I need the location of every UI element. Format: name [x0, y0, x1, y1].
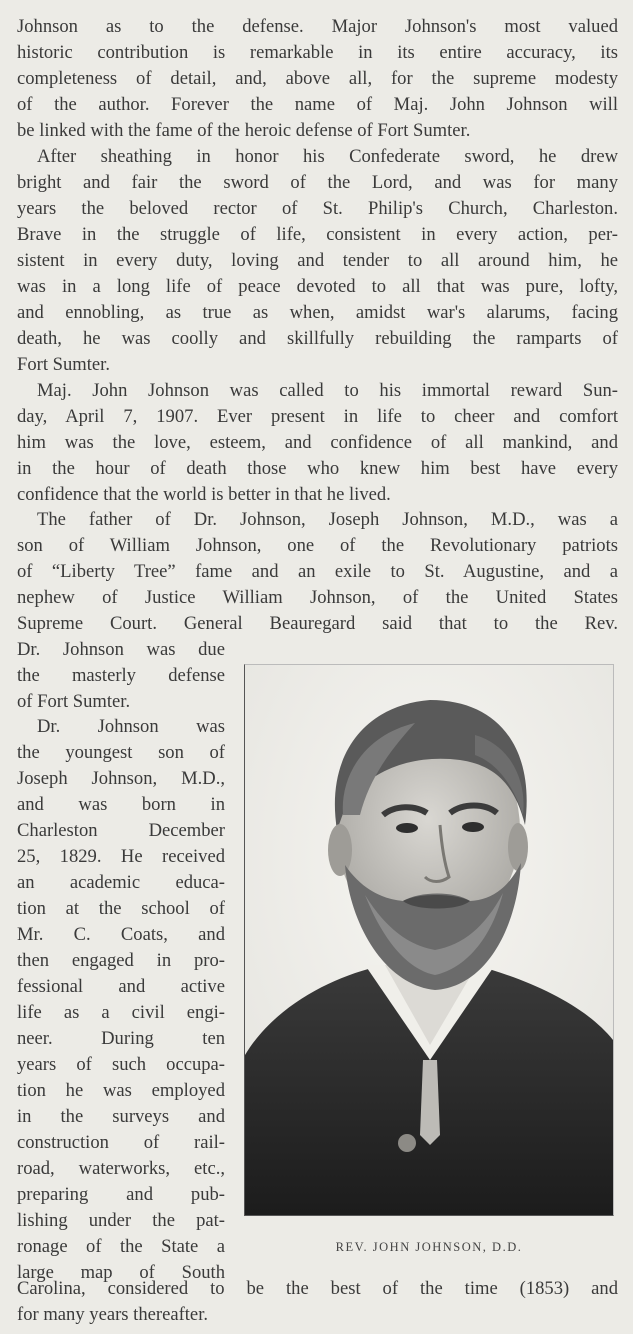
- text-line: nephew of Justice William Johnson, of the United States: [17, 587, 618, 608]
- text-line: large map of South: [17, 1262, 225, 1283]
- text-line: bright and fair the sword of the Lord, and was for many: [17, 172, 618, 193]
- text-line: life as a civil engi-: [17, 1002, 225, 1023]
- text-line: 25, 1829. He received: [17, 846, 225, 867]
- portrait-photo: [244, 664, 614, 1216]
- text-line: day, April 7, 1907. Ever present in life to cheer and comfort: [17, 406, 618, 427]
- text-line: Supreme Court. General Beauregard said that to the Rev.: [17, 613, 618, 634]
- text-line: Carolina, considered to be the best of the time (1853) and: [17, 1278, 618, 1299]
- text-line: Brave in the struggle of life, consistent in every action, per-: [17, 224, 618, 245]
- text-line: of the author. Forever the name of Maj. John Johnson will: [17, 94, 618, 115]
- text-line: him was the love, esteem, and confidence of all mankind, and: [17, 432, 618, 453]
- paragraph-start-line: Dr. Johnson was: [37, 716, 225, 737]
- text-line: be linked with the fame of the heroic defense of Fort Sumter.: [17, 120, 471, 141]
- text-line: Dr. Johnson was due: [17, 639, 225, 660]
- text-line: tion he was employed: [17, 1080, 225, 1101]
- text-line: and ennobling, as true as when, amidst war's alarums, facing: [17, 302, 618, 323]
- text-line: ronage of the State a: [17, 1236, 225, 1257]
- text-line: then engaged in pro-: [17, 950, 225, 971]
- text-line: preparing and pub-: [17, 1184, 225, 1205]
- portrait-illustration: [245, 665, 613, 1215]
- paragraph-start-line: After sheathing in honor his Confederate sword, he drew: [37, 146, 618, 167]
- text-line: Charleston December: [17, 820, 225, 841]
- text-line: construction of rail-: [17, 1132, 225, 1153]
- text-line: son of William Johnson, one of the Revolutionary patriots: [17, 535, 618, 556]
- text-line: years of such occupa-: [17, 1054, 225, 1075]
- text-line: Mr. C. Coats, and: [17, 924, 225, 945]
- text-line: years the beloved rector of St. Philip's Church, Charleston.: [17, 198, 618, 219]
- text-line: lishing under the pat-: [17, 1210, 225, 1231]
- text-line: the youngest son of: [17, 742, 225, 763]
- text-line: Johnson as to the defense. Major Johnson's most valued: [17, 16, 618, 37]
- text-line: historic contribution is remarkable in its entire accuracy, its: [17, 42, 618, 63]
- text-line: for many years thereafter.: [17, 1304, 209, 1325]
- text-line: tion at the school of: [17, 898, 225, 919]
- text-line: death, he was coolly and skillfully rebuilding the ramparts of: [17, 328, 618, 349]
- text-line: completeness of detail, and, above all, for the supreme modesty: [17, 68, 618, 89]
- text-line: neer. During ten: [17, 1028, 225, 1049]
- text-line: Fort Sumter.: [17, 354, 110, 375]
- text-line: confidence that the world is better in that he lived.: [17, 484, 391, 505]
- text-line: sistent in every duty, loving and tender to all around him, he: [17, 250, 618, 271]
- text-line: fessional and active: [17, 976, 225, 997]
- paragraph-start-line: The father of Dr. Johnson, Joseph Johnson, M.D., was a: [37, 509, 618, 530]
- text-line: was in a long life of peace devoted to all that was pure, lofty,: [17, 276, 618, 297]
- figure-caption: REV. JOHN JOHNSON, D.D.: [335, 1240, 523, 1254]
- text-line: in the surveys and: [17, 1106, 225, 1127]
- text-line: of “Liberty Tree” fame and an exile to St. Augustine, and a: [17, 561, 618, 582]
- text-line: an academic educa-: [17, 872, 225, 893]
- text-line: of Fort Sumter.: [17, 691, 131, 712]
- text-line: and was born in: [17, 794, 225, 815]
- text-line: road, waterworks, etc.,: [17, 1158, 225, 1179]
- paragraph-start-line: Maj. John Johnson was called to his immortal reward Sun-: [37, 380, 618, 401]
- text-line: in the hour of death those who knew him best have every: [17, 458, 618, 479]
- text-line: Joseph Johnson, M.D.,: [17, 768, 225, 789]
- text-line: the masterly defense: [17, 665, 225, 686]
